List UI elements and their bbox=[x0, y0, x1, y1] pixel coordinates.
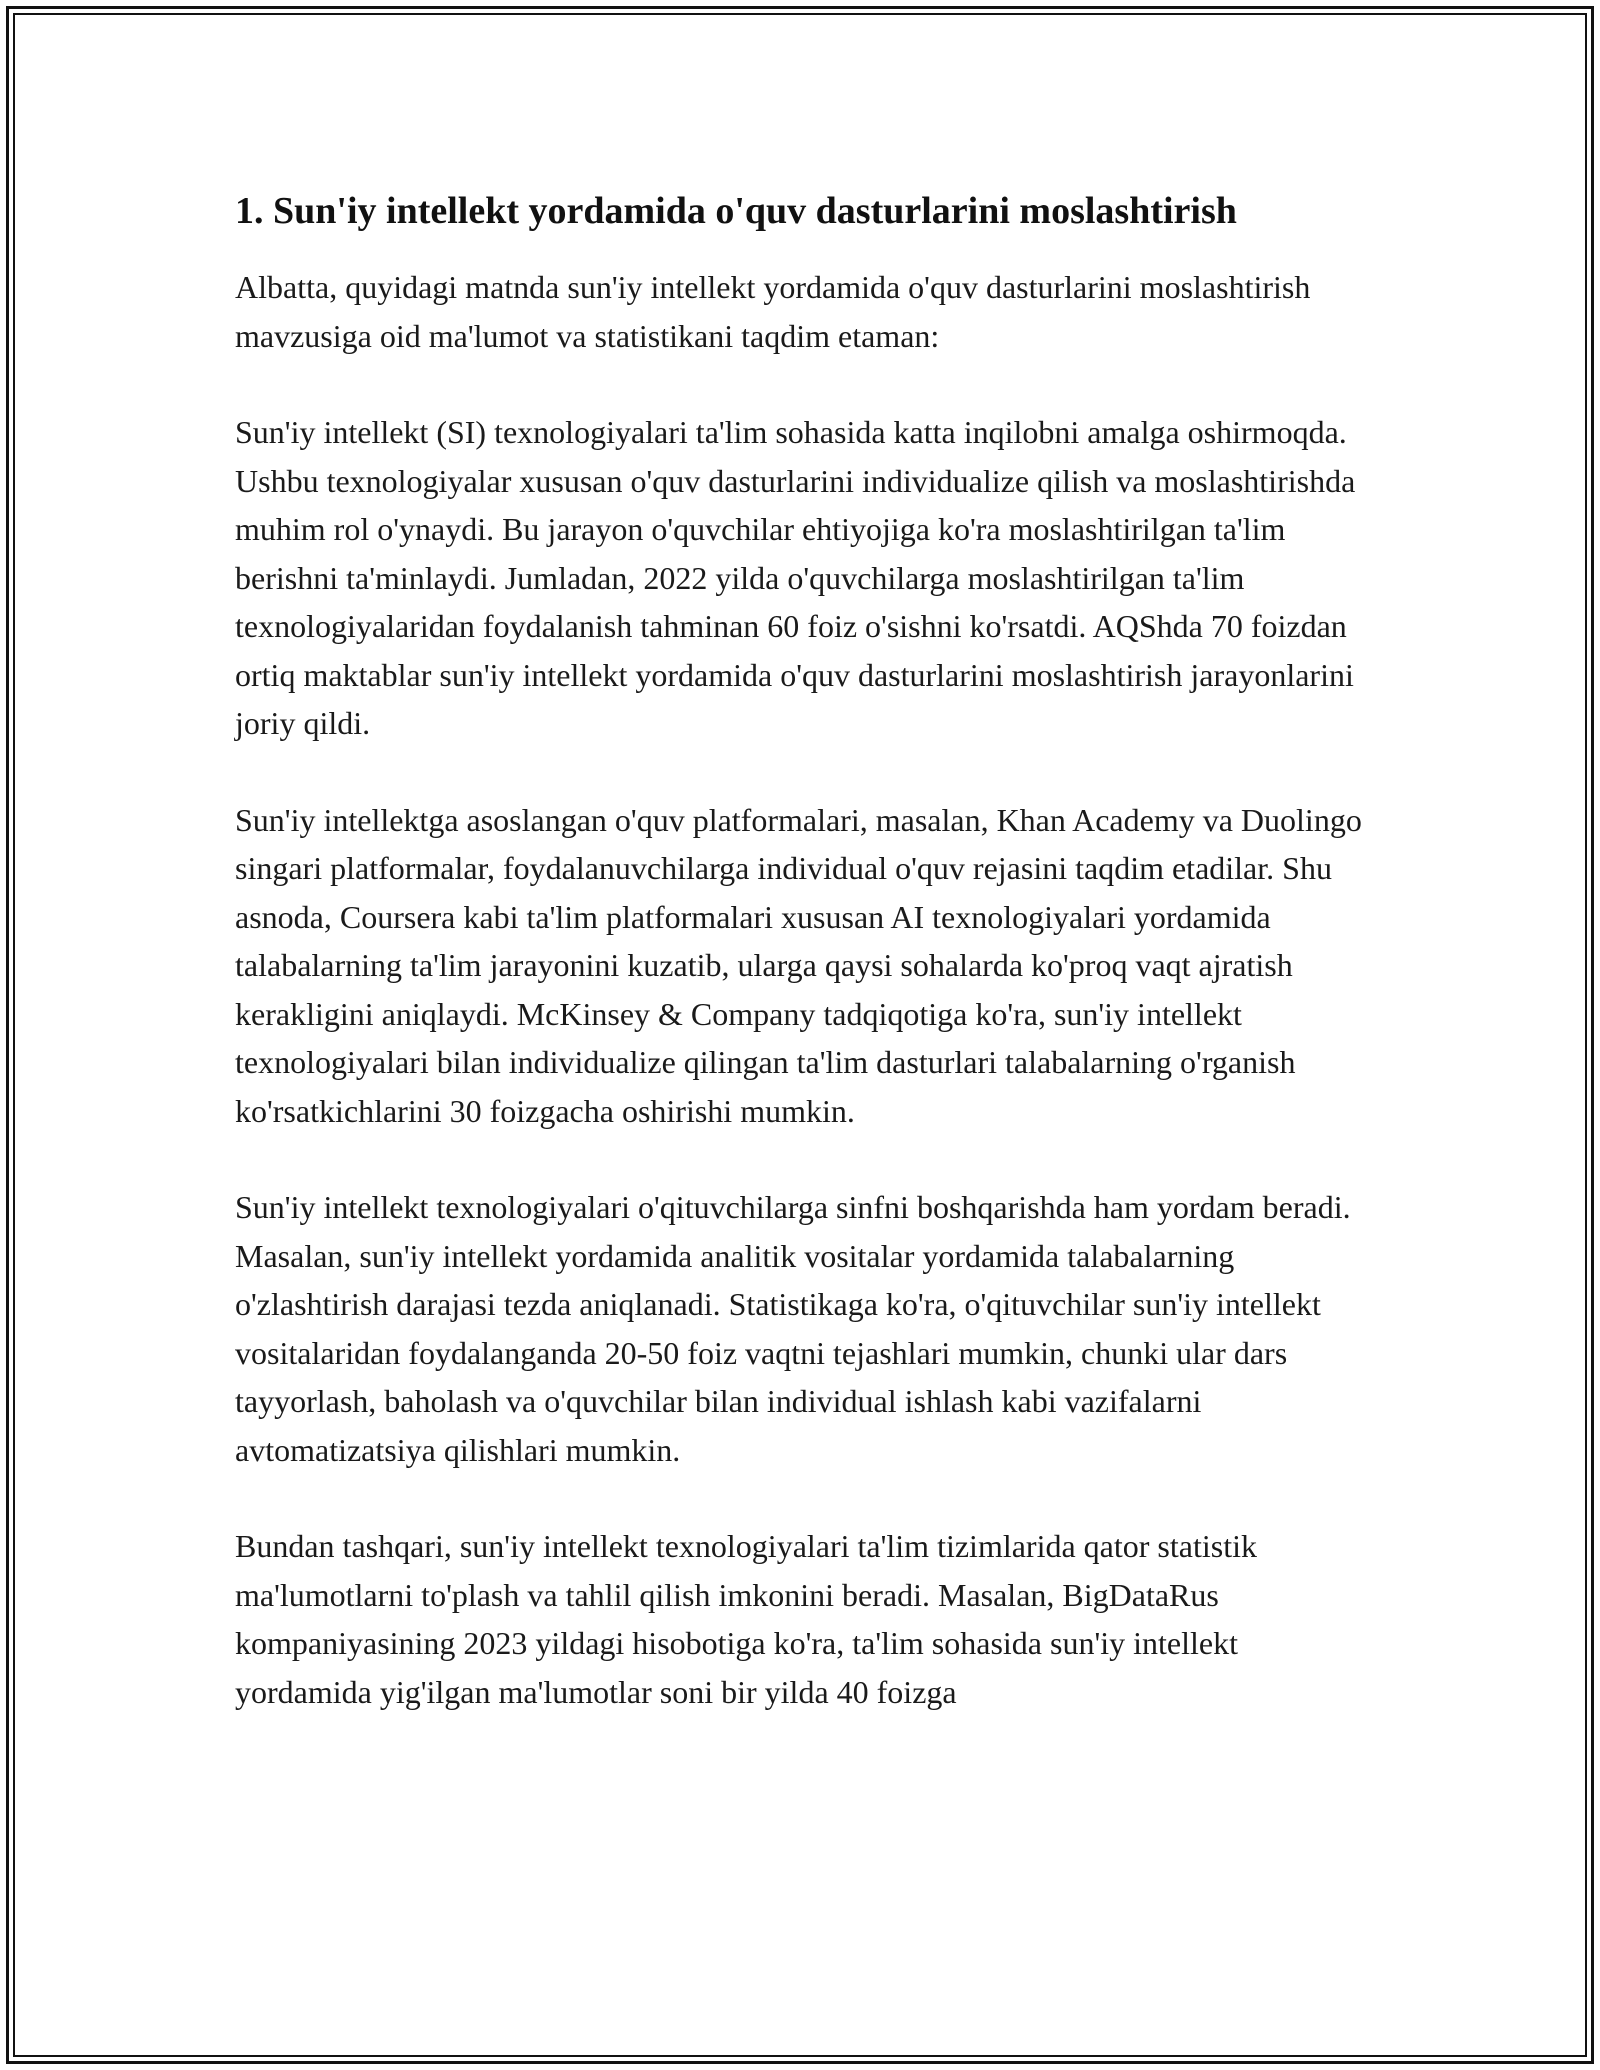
paragraph-data-collection: Bundan tashqari, sun'iy intellekt texnologiyalari ta'lim tizimlarida qator statistik ma'lumotlarni to'plash va tahlil qilish imkonini beradi. Masalan, BigDataRus kompaniyasining 2023 yildagi hisobotiga ko'ra, ta'lim sohasida sun'iy intellekt yordamida yig'ilgan ma'lumotlar soni bir yilda 40 foizga bbox=[235, 1528, 1257, 1710]
document-body bbox=[235, 185, 1375, 1764]
intro-paragraph: Albatta, quyidagi matnda sun'iy intellekt yordamida o'quv dasturlarini moslashtirish mavzusiga oid ma'lumot va statistikani taqdim etaman: bbox=[235, 269, 1311, 354]
paragraph-si-revolution: Sun'iy intellekt (SI) texnologiyalari ta'lim sohasida katta inqilobni amalga oshirmoqda. Ushbu texnologiyalar xususan o'quv dasturlarini individualize qilish va moslashtirishda muhim rol o'ynaydi. Bu jarayon o'quvchilar ehtiyojiga ko'ra moslashtirilgan ta'lim berishni ta'minlaydi. Jumladan, 2022 yilda o'quvchilarga moslashtirilgan ta'lim texnologiyalaridan foydalanish tahminan 60 foiz o'sishni ko'rsatdi. AQShda 70 foizdan ortiq maktablar sun'iy intellekt yordamida o'quv dasturlarini moslashtirish jarayonlarini joriy qildi. bbox=[235, 414, 1356, 741]
paragraph-learning-platforms: Sun'iy intellektga asoslangan o'quv platformalari, masalan, Khan Academy va Duolingo singari platformalar, foydalanuvchilarga individual o'quv rejasini taqdim etadilar. Shu asnoda, Coursera kabi ta'lim platformalari xususan AI texnologiyalari yordamida talabalarning ta'lim jarayonini kuzatib, ularga qaysi sohalarda ko'proq vaqt ajratish kerakligini aniqlaydi. McKinsey & Company tadqiqotiga ko'ra, sun'iy intellekt texnologiyalari bilan individualize qilingan ta'lim dasturlari talabalarning o'rganish ko'rsatkichlarini 30 foizgacha oshirishi mumkin. bbox=[235, 801, 1362, 1129]
document-title: 1. Sun'iy intellekt yordamida o'quv dasturlarini moslashtirish bbox=[235, 190, 1237, 232]
paragraph-teacher-support: Sun'iy intellekt texnologiyalari o'qituvchilarga sinfni boshqarishda ham yordam beradi. Masalan, sun'iy intellekt yordamida analitik vositalar yordamida talabalarning o'zlashtirish darajasi tezda aniqlanadi. Statistikaga ko'ra, o'qituvchilar sun'iy intellekt vositalaridan foydalanganda 20-50 foiz vaqtni tejashlari mumkin, chunki ular dars tayyorlash, baholash va o'quvchilar bilan individual ishlash kabi vazifalarni avtomatizatsiya qilishlari mumkin. bbox=[235, 1189, 1351, 1468]
